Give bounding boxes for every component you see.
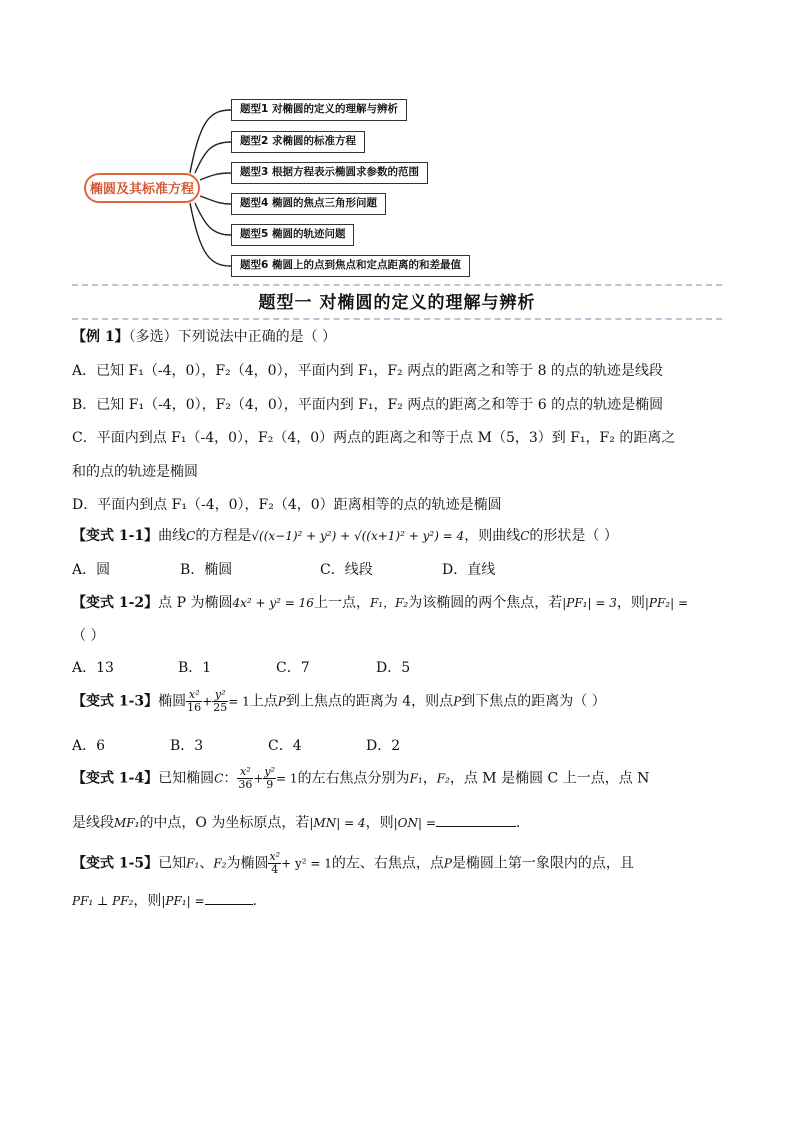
variant-1-1-text: ，则曲线 bbox=[464, 528, 521, 544]
mind-map-root: 椭圆及其标准方程 bbox=[84, 173, 200, 203]
answer-blank[interactable] bbox=[205, 892, 253, 905]
connector-2 bbox=[195, 142, 231, 173]
curve-symbol: C bbox=[186, 529, 196, 543]
variant-1-1-text: 曲线 bbox=[158, 528, 187, 544]
variant-1-4-text: 是线段 bbox=[72, 815, 114, 831]
section-title: 题型一 对椭圆的定义的理解与辨析 bbox=[258, 293, 536, 313]
variant-1-5-text: ，则 bbox=[133, 893, 162, 909]
connector-3 bbox=[200, 173, 231, 180]
fraction-numerator: y² bbox=[212, 689, 228, 702]
variant-1-4-text: 的左右焦点分别为 bbox=[297, 770, 410, 787]
variant-1-4-stem: 【变式 1-4】已知椭圆C： $\frac{\text{x²}}{36}$ + $\frac{\text{y²}}{9}$ = 1的左右焦点分别为F₁，F₂，点 M 是椭圆 C 上一点，点 N bbox=[72, 765, 650, 791]
point-symbol: P bbox=[453, 694, 462, 709]
variant-1-2-option-d: D．5 bbox=[376, 660, 411, 676]
variant-1-4-condition: |MN| = 4 bbox=[309, 816, 366, 830]
variant-1-5-text: . bbox=[252, 893, 257, 909]
example-1-stem bbox=[72, 326, 732, 346]
fraction-numerator: x² bbox=[186, 689, 202, 702]
variant-1-1-tag: 【变式 1-1】 bbox=[72, 528, 159, 544]
segment-mf1: MF₁ bbox=[114, 816, 140, 830]
fraction-y bbox=[263, 766, 276, 791]
variant-1-2-options bbox=[72, 657, 732, 677]
variant-1-3-option-a: A．6 bbox=[72, 738, 106, 754]
equals-one: = 1 bbox=[276, 771, 298, 786]
variant-1-4-text: 的中点，O 为坐标原点，若 bbox=[139, 815, 310, 831]
variant-1-4-text: ， bbox=[422, 770, 437, 787]
focus-f1: F₁ bbox=[186, 856, 200, 871]
divider-top bbox=[72, 284, 722, 286]
variant-1-2-option-a: A．13 bbox=[72, 660, 114, 676]
example-1-option-d: D．平面内到点 F₁（-4，0），F₂（4，0）距离相等的点的轨迹是椭圆 bbox=[72, 497, 502, 513]
variant-1-5-text: 、 bbox=[199, 855, 214, 872]
variant-1-2-tag: 【变式 1-2】 bbox=[72, 595, 159, 611]
variant-1-4-tag: 【变式 1-4】 bbox=[72, 770, 159, 787]
equals-one: = 1 bbox=[228, 694, 250, 709]
variant-1-2-condition: |PF₁| = 3 bbox=[562, 596, 617, 610]
variant-1-4-text: 已知椭圆 bbox=[158, 770, 215, 787]
point-symbol: P bbox=[277, 694, 286, 709]
variant-1-3-text: 椭圆 bbox=[158, 693, 187, 710]
variant-1-3-option-d: D．2 bbox=[366, 738, 401, 754]
variant-1-2-text: 为该椭圆的两个焦点，若 bbox=[408, 595, 563, 611]
variant-1-4-text: ： bbox=[223, 770, 238, 787]
variant-1-3-text: 到上焦点的距离为 4，则点 bbox=[285, 693, 454, 710]
perpendicular-condition: PF₁ ⊥ PF₂ bbox=[72, 894, 134, 908]
variant-1-5-tag: 【变式 1-5】 bbox=[72, 855, 159, 872]
fraction-denominator: 4 bbox=[271, 863, 279, 876]
variant-1-4-ask: |ON| = bbox=[393, 816, 436, 830]
variant-1-5-text: 的左、右焦点，点 bbox=[331, 855, 444, 872]
variant-1-2-text: ，则 bbox=[616, 595, 645, 611]
example-1-option-a: A．已知 F₁（-4，0），F₂（4，0），平面内到 F₁，F₂ 两点的距离之和等于 8 的点的轨迹是线段 bbox=[72, 363, 663, 379]
variant-1-5-line-2 bbox=[72, 890, 732, 910]
fraction-denominator: 9 bbox=[266, 778, 274, 791]
variant-1-2-text: 点 P 为椭圆 bbox=[158, 595, 233, 611]
variant-1-1-option-c: C．线段 bbox=[320, 562, 373, 578]
curve-symbol: C bbox=[520, 529, 530, 543]
variant-1-3-text: 上点 bbox=[249, 693, 278, 710]
variant-1-4-text: ，点 M 是椭圆 C 上一点，点 N bbox=[449, 770, 650, 787]
mind-map-branch-1: 题型1 对椭圆的定义的理解与辨析 bbox=[231, 99, 407, 121]
variant-1-1-option-d: D．直线 bbox=[442, 562, 496, 578]
connector-4 bbox=[200, 196, 231, 204]
example-1-question: （多选）下列说法中正确的是（ ） bbox=[128, 329, 337, 345]
variant-1-2-paren: （ ） bbox=[72, 628, 105, 644]
mind-map-branch-6: 题型6 椭圆上的点到焦点和定点距离的和差最值 bbox=[231, 255, 470, 277]
variant-1-2-option-c: C．7 bbox=[276, 660, 310, 676]
ellipse-symbol: C bbox=[214, 771, 224, 786]
variant-1-4-line-2 bbox=[72, 812, 732, 832]
fraction-x bbox=[268, 851, 281, 876]
connector-5 bbox=[195, 203, 231, 235]
mind-map-branch-5: 题型5 椭圆的轨迹问题 bbox=[231, 224, 354, 246]
connector-1 bbox=[190, 110, 231, 173]
variant-1-5-text: 是椭圆上第一象限内的点，且 bbox=[451, 855, 634, 872]
mind-map-branch-4: 题型4 椭圆的焦点三角形问题 bbox=[231, 193, 386, 215]
example-1-option-c: C．平面内到点 F₁（-4，0），F₂（4，0）两点的距离之和等于点 M（5，3）到 F₁，F₂ 的距离之 bbox=[72, 430, 676, 446]
variant-1-1-formula: √((x−1)² + y²) + √((x+1)² + y²) = 4 bbox=[251, 529, 465, 543]
variant-1-3-text: 到下焦点的距离为（ ） bbox=[461, 693, 606, 710]
example-1-option-b: B．已知 F₁（-4，0），F₂（4，0），平面内到 F₁，F₂ 两点的距离之和等于 6 的点的轨迹是椭圆 bbox=[72, 397, 664, 413]
mind-map-branch-3: 题型3 根据方程表示椭圆求参数的范围 bbox=[231, 162, 428, 184]
variant-1-3-stem: 【变式 1-3】椭圆 $\frac{\text{x²}}{16}$ + $\frac{\text{y²}}{25}$ = 1上点P到上焦点的距离为 4，则点P到下焦点的距离为（ ） bbox=[72, 688, 606, 714]
variant-1-1-text: 的形状是（ ） bbox=[529, 528, 618, 544]
variant-1-5-ask: |PF₁| = bbox=[161, 894, 205, 908]
example-1-option-c-cont: 和的点的轨迹是椭圆 bbox=[72, 464, 198, 480]
variant-1-2-stem bbox=[72, 592, 732, 612]
variant-1-3-options bbox=[72, 735, 732, 755]
mind-map bbox=[0, 0, 794, 290]
variant-1-5-text: 为椭圆 bbox=[226, 855, 269, 872]
fraction-numerator: x² bbox=[237, 766, 253, 779]
variant-1-4-text: . bbox=[515, 815, 521, 831]
point-symbol: P bbox=[443, 856, 452, 871]
variant-1-1-option-a: A．圆 bbox=[72, 562, 111, 578]
fraction-denominator: 25 bbox=[213, 701, 228, 714]
variant-1-2-option-b: B．1 bbox=[178, 660, 212, 676]
mind-map-connectors bbox=[0, 0, 794, 290]
focus-f1: F₁ bbox=[409, 771, 423, 786]
answer-blank[interactable] bbox=[436, 814, 516, 827]
example-1-tag: 【例 1】 bbox=[72, 329, 129, 345]
variant-1-5-stem bbox=[72, 851, 732, 876]
variant-1-4-text: ，则 bbox=[365, 815, 394, 831]
variant-1-2-ask: |PF₂| = bbox=[644, 596, 689, 610]
variant-1-2-formula: 4x² + y² = 16 bbox=[232, 596, 314, 610]
fraction-numerator: y² bbox=[264, 765, 276, 778]
variant-1-3-option-c: C．4 bbox=[268, 738, 302, 754]
variant-1-1-option-b: B．椭圆 bbox=[180, 562, 233, 578]
variant-1-1-text: 的方程是 bbox=[195, 528, 252, 544]
variant-1-5-formula: + y² = 1 bbox=[281, 856, 332, 871]
variant-1-2-foci: F₁，F₂ bbox=[369, 596, 409, 610]
variant-1-1-stem bbox=[72, 525, 732, 545]
focus-f2: F₂ bbox=[436, 771, 450, 786]
mind-map-branch-2: 题型2 求椭圆的标准方程 bbox=[231, 131, 365, 153]
divider-bottom bbox=[72, 318, 722, 320]
focus-f2: F₂ bbox=[213, 856, 227, 871]
fraction-denominator: 36 bbox=[238, 778, 253, 791]
variant-1-2-text: 上一点， bbox=[313, 595, 370, 611]
fraction-x bbox=[186, 689, 202, 714]
fraction-numerator: x² bbox=[269, 850, 281, 863]
fraction-x bbox=[237, 766, 253, 791]
variant-1-3-tag: 【变式 1-3】 bbox=[72, 693, 159, 710]
variant-1-1-options bbox=[72, 559, 732, 579]
fraction-denominator: 16 bbox=[187, 701, 202, 714]
fraction-y bbox=[212, 689, 228, 714]
variant-1-3-option-b: B．3 bbox=[170, 738, 204, 754]
variant-1-5-text: 已知 bbox=[158, 855, 187, 872]
